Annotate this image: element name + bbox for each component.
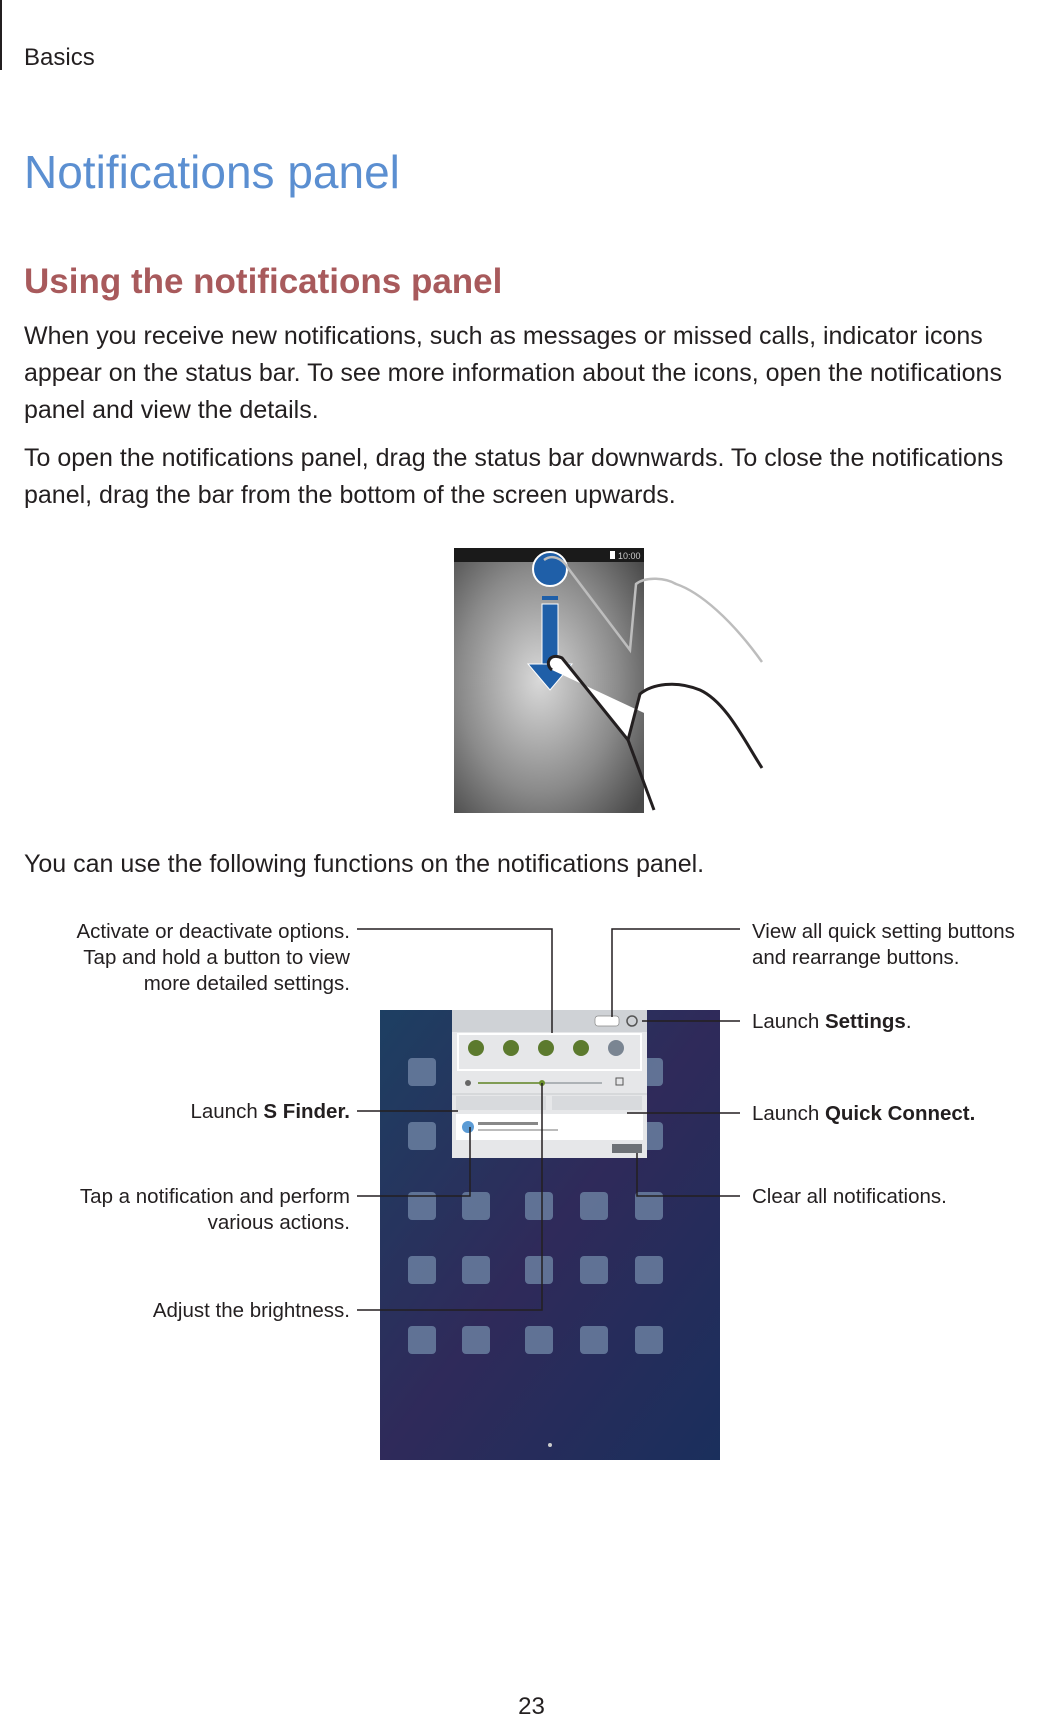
callout-activate: Activate or deactivate options. Tap and hold a button to view more detailed settings. <box>76 920 350 995</box>
leader-clear-all <box>637 1153 740 1196</box>
paragraph-open-close: To open the notifications panel, drag the status bar downwards. To close the notifications panel, drag the bar from the bottom of the screen upwards. <box>24 444 1004 509</box>
functions-intro: You can use the following functions on the notifications panel. <box>24 850 705 878</box>
callout-launch-quick-connect: Launch Quick Connect. <box>752 1102 976 1125</box>
leader-view-all <box>612 929 740 1017</box>
callout-adjust-brightness: Adjust the brightness. <box>152 1299 350 1322</box>
section-label: Basics <box>24 44 95 71</box>
callout-tap-notification: Tap a notification and perform various actions. <box>79 1185 350 1234</box>
callout-launch-sfinder: Launch S Finder. <box>190 1100 350 1123</box>
page-title: Notifications panel <box>24 146 400 198</box>
status-time: 10:00 <box>618 551 641 561</box>
leader-activate <box>357 929 552 1033</box>
leader-notification <box>357 1127 470 1196</box>
callout-launch-settings: Launch Settings. <box>752 1010 912 1033</box>
callout-clear-all: Clear all notifications. <box>752 1185 947 1208</box>
paragraph-notifications: When you receive new notifications, such as messages or missed calls, indicator icons appear on the status bar. To see more information about the icons, open the notifications panel and view the details. <box>24 322 1002 424</box>
callout-view-all: View all quick setting buttons and rearrange buttons. <box>752 920 1015 969</box>
section-heading: Using the notifications panel <box>24 262 503 301</box>
page-number: 23 <box>518 1693 545 1720</box>
